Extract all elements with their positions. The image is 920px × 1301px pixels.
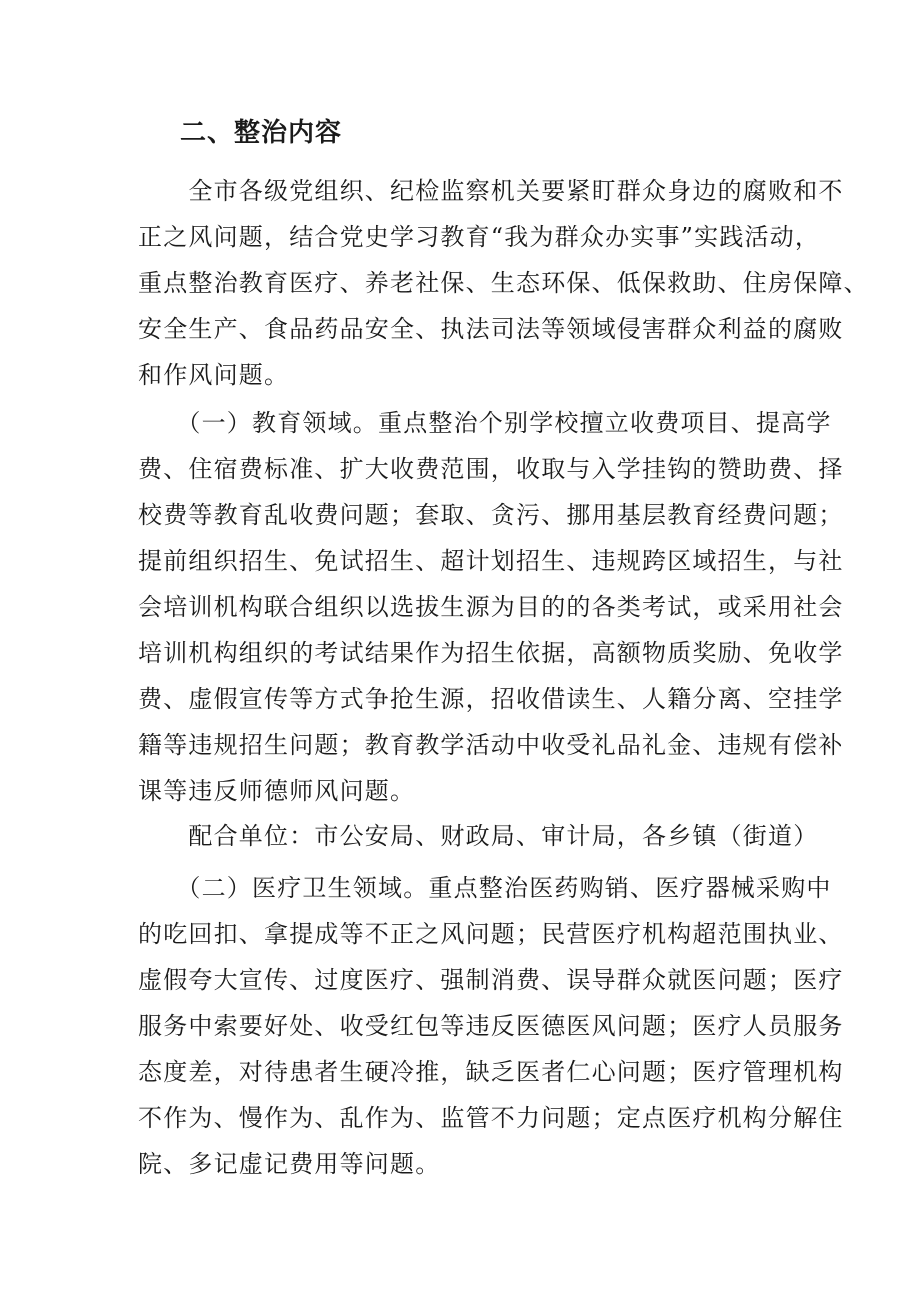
paragraph-line: 不作为、慢作为、乱作为、监管不力问题；定点医疗机构分解住 (138, 1104, 844, 1132)
paragraph-line: 提前组织招生、免试招生、超计划招生、违规跨区域招生，与社 (138, 547, 844, 575)
paragraph-line: 费、住宿费标准、扩大收费范围，收取与入学挂钩的赞助费、择 (138, 455, 844, 483)
paragraph-line: 虚假夸大宣传、过度医疗、强制消费、误导群众就医问题；医疗 (138, 966, 844, 994)
healthcare-paragraph (138, 865, 844, 1187)
paragraph-line: 的吃回扣、拿提成等不正之风问题；民营医疗机构超范围执业、 (138, 920, 844, 948)
paragraph-line: 重点整治教育医疗、养老社保、生态环保、低保救助、住房保障、 (138, 269, 869, 297)
paragraph-line: 培训机构组织的考试结果作为招生依据，高额物质奖励、免收学 (138, 639, 844, 667)
intro-paragraph (138, 168, 869, 398)
paragraph-line: 正之风问题，结合党史学习教育“我为群众办实事”实践活动， (138, 223, 821, 251)
cooperating-units-paragraph (138, 813, 819, 859)
paragraph-line: 费、虚假宣传等方式争抢生源，招收借读生、人籍分离、空挂学 (138, 685, 844, 713)
paragraph-line: 安全生产、食品药品安全、执法司法等领域侵害群众利益的腐败 (138, 315, 844, 343)
paragraph-line: （二）医疗卫生领域。重点整治医药购销、医疗器械采购中 (138, 874, 832, 902)
paragraph-line: 配合单位：市公安局、财政局、审计局，各乡镇（街道） (138, 822, 819, 850)
paragraph-line: 会培训机构联合组织以选拔生源为目的的各类考试，或采用社会 (138, 593, 844, 621)
paragraph-line: 籍等违规招生问题；教育教学活动中收受礼品礼金、违规有偿补 (138, 731, 844, 759)
paragraph-line: 全市各级党组织、纪检监察机关要紧盯群众身边的腐败和不 (138, 177, 844, 205)
paragraph-line: 校费等教育乱收费问题；套取、贪污、挪用基层教育经费问题； (138, 501, 844, 529)
paragraph-line: 和作风问题。 (138, 361, 290, 389)
paragraph-line: 院、多记虚记费用等问题。 (138, 1150, 441, 1178)
education-paragraph (138, 400, 844, 814)
paragraph-line: 态度差，对待患者生硬冷推，缺乏医者仁心问题；医疗管理机构 (138, 1058, 844, 1086)
paragraph-line: 课等违反师德师风问题。 (138, 777, 416, 805)
paragraph-line: 服务中索要好处、收受红包等违反医德医风问题；医疗人员服务 (138, 1012, 844, 1040)
section-heading: 二、整治内容 (180, 118, 343, 148)
paragraph-line: （一）教育领域。重点整治个别学校擅立收费项目、提高学 (138, 409, 832, 437)
